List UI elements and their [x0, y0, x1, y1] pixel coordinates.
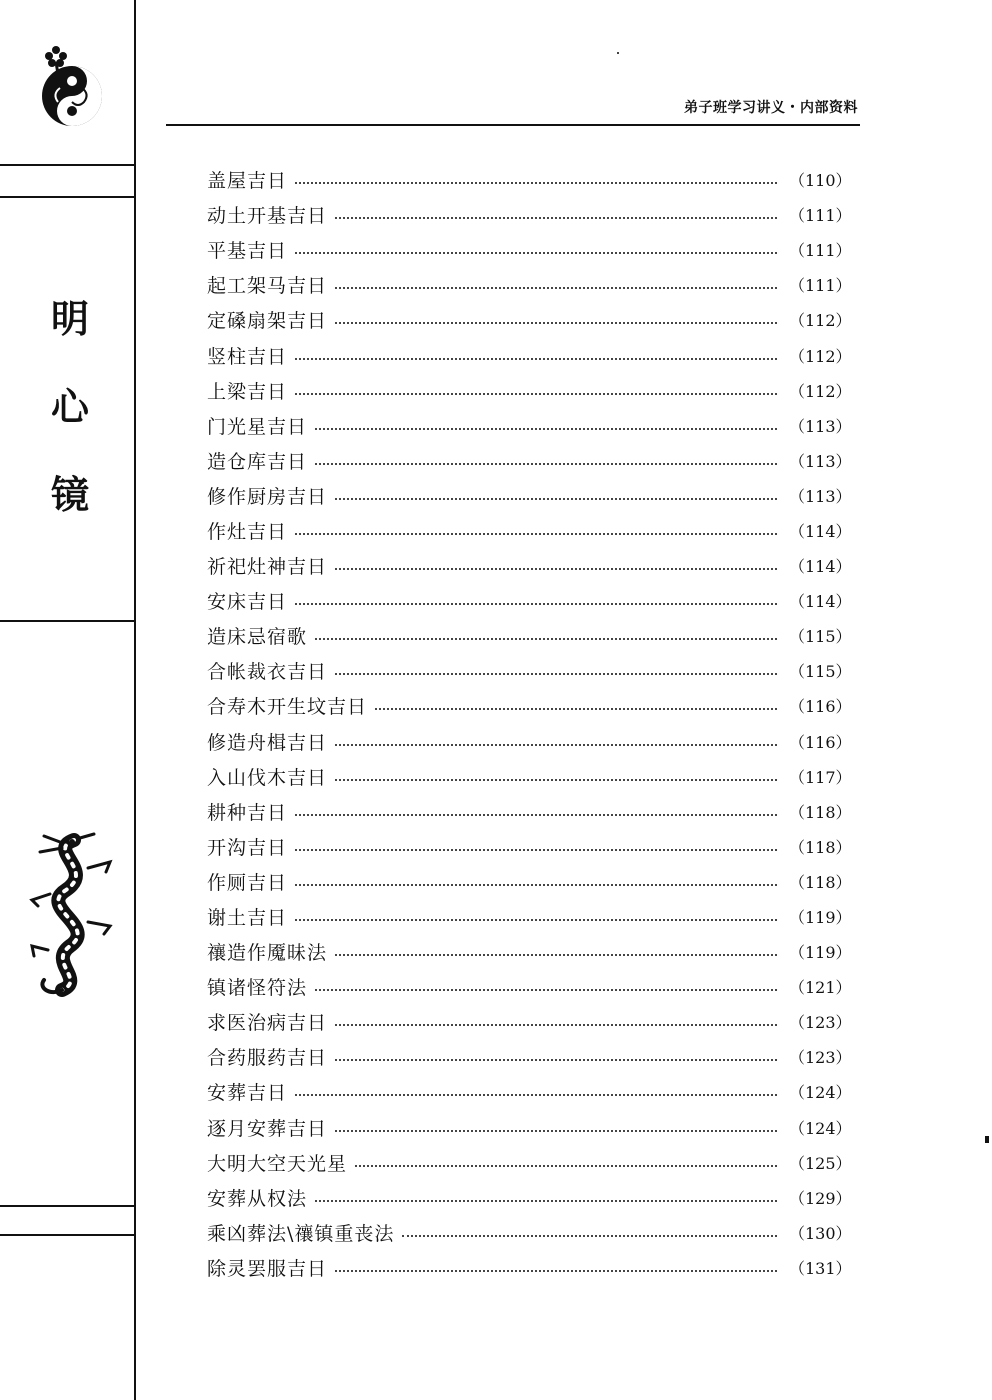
toc-entry	[207, 724, 852, 759]
toc-entry-title: 安葬从权法	[207, 1187, 308, 1210]
toc-entry	[207, 232, 852, 267]
toc-entry-page: （123）	[789, 1048, 852, 1068]
dot-leader	[315, 427, 777, 430]
toc-entry-page: （112）	[789, 311, 852, 331]
toc-entry-page: （114）	[789, 521, 852, 541]
running-header: 弟子班学习讲义・内部资料	[684, 100, 858, 116]
toc-entry-title: 安床吉日	[207, 591, 288, 614]
edge-mark	[985, 1136, 989, 1143]
toc-entry	[207, 934, 852, 969]
vertical-book-title	[40, 297, 100, 564]
toc-entry-page: （123）	[789, 1013, 852, 1033]
toc-entry	[207, 653, 852, 688]
toc-entry-title: 平基吉日	[207, 240, 288, 263]
table-of-contents	[207, 162, 852, 1285]
dot-leader	[335, 1269, 777, 1272]
toc-entry	[207, 548, 852, 583]
toc-entry-title: 作厕吉日	[207, 871, 288, 894]
toc-entry	[207, 1110, 852, 1145]
dragon-ornament-icon	[26, 830, 122, 998]
toc-entry-title: 谢土吉日	[207, 907, 288, 930]
toc-entry	[207, 1215, 852, 1250]
toc-entry-title: 求医治病吉日	[207, 1012, 328, 1035]
toc-entry-page: （115）	[789, 627, 852, 647]
toc-entry-title: 竖柱吉日	[207, 345, 288, 368]
toc-entry-title: 乘凶葬法\禳镇重丧法	[207, 1222, 395, 1245]
toc-entry-page: （115）	[789, 662, 852, 682]
toc-entry	[207, 759, 852, 794]
sidebar-rule	[0, 620, 134, 622]
toc-entry	[207, 513, 852, 548]
dot-leader	[335, 497, 777, 500]
title-char: 镜	[50, 473, 89, 517]
dot-leader	[315, 1199, 777, 1202]
toc-entry	[207, 899, 852, 934]
toc-entry-page: （116）	[789, 697, 852, 717]
toc-entry-page: （125）	[789, 1153, 852, 1173]
dot-leader	[295, 251, 777, 254]
dot-leader	[315, 462, 777, 465]
toc-entry	[207, 1145, 852, 1180]
dot-leader	[402, 1234, 777, 1237]
toc-entry-title: 逐月安葬吉日	[207, 1117, 328, 1140]
dot-leader	[335, 1129, 777, 1132]
toc-entry-page: （113）	[789, 486, 852, 506]
toc-entry	[207, 337, 852, 372]
toc-entry-page: （113）	[789, 416, 852, 436]
sidebar-rule	[0, 1205, 134, 1207]
toc-entry	[207, 373, 852, 408]
dot-leader	[335, 286, 777, 289]
toc-entry-page: （119）	[789, 943, 852, 963]
toc-entry	[207, 197, 852, 232]
toc-entry-page: （121）	[789, 978, 852, 998]
dot-leader	[335, 321, 777, 324]
toc-entry	[207, 583, 852, 618]
dot-leader	[295, 357, 777, 360]
toc-entry-title: 造床忌宿歌	[207, 626, 308, 649]
dot-leader	[295, 883, 777, 886]
dot-leader	[295, 181, 777, 184]
toc-entry	[207, 267, 852, 302]
toc-entry	[207, 618, 852, 653]
toc-entry	[207, 864, 852, 899]
dot-leader	[355, 1164, 777, 1167]
dot-leader	[315, 637, 777, 640]
toc-entry-page: （124）	[789, 1118, 852, 1138]
dot-leader	[335, 216, 777, 219]
dot-leader	[295, 532, 777, 535]
toc-entry-title: 修作厨房吉日	[207, 485, 328, 508]
toc-entry-title: 上梁吉日	[207, 380, 288, 403]
sidebar-rule	[0, 1234, 134, 1236]
toc-entry	[207, 162, 852, 197]
dot-leader	[335, 567, 777, 570]
toc-entry-title: 入山伐木吉日	[207, 766, 328, 789]
toc-entry-title: 祈祀灶神吉日	[207, 556, 328, 579]
toc-entry-page: （117）	[789, 767, 852, 787]
dot-leader	[295, 1093, 777, 1096]
sidebar	[0, 0, 136, 1400]
toc-entry-page: （113）	[789, 451, 852, 471]
toc-entry-title: 起工架马吉日	[207, 275, 328, 298]
toc-entry	[207, 443, 852, 478]
dot-leader	[335, 743, 777, 746]
toc-entry-title: 禳造作魇昧法	[207, 942, 328, 965]
toc-entry-page: （118）	[789, 837, 852, 857]
toc-entry-title: 定磉扇架吉日	[207, 310, 328, 333]
toc-entry-page: （114）	[789, 592, 852, 612]
toc-entry-title: 动土开基吉日	[207, 205, 328, 228]
dot-leader	[335, 1058, 777, 1061]
dot-leader	[295, 392, 777, 395]
toc-entry-page: （118）	[789, 872, 852, 892]
toc-entry-title: 安葬吉日	[207, 1082, 288, 1105]
toc-entry-page: （124）	[789, 1083, 852, 1103]
toc-entry-page: （112）	[789, 381, 852, 401]
dot-leader	[335, 672, 777, 675]
dot-leader	[295, 918, 777, 921]
toc-entry-page: （130）	[789, 1223, 852, 1243]
toc-entry-title: 造仓库吉日	[207, 450, 308, 473]
dot-leader	[295, 848, 777, 851]
yin-yang-logo-icon	[36, 40, 108, 130]
toc-entry-title: 合寿木开生坟吉日	[207, 696, 368, 719]
header-rule	[166, 124, 860, 126]
toc-entry	[207, 829, 852, 864]
toc-entry-title: 合帐裁衣吉日	[207, 661, 328, 684]
speck-mark	[617, 52, 619, 54]
toc-entry	[207, 1004, 852, 1039]
dot-leader	[295, 813, 777, 816]
toc-entry-page: （112）	[789, 346, 852, 366]
toc-entry-page: （114）	[789, 557, 852, 577]
toc-entry-page: （111）	[789, 206, 852, 226]
toc-entry-page: （111）	[789, 276, 852, 296]
dot-leader	[335, 778, 777, 781]
toc-entry-page: （119）	[789, 908, 852, 928]
toc-entry-title: 耕种吉日	[207, 801, 288, 824]
toc-entry	[207, 794, 852, 829]
toc-entry-title: 开沟吉日	[207, 836, 288, 859]
toc-entry-title: 合药服药吉日	[207, 1047, 328, 1070]
dot-leader	[375, 707, 777, 710]
dot-leader	[335, 1023, 777, 1026]
title-char: 明	[50, 297, 89, 341]
sidebar-rule	[0, 164, 134, 166]
toc-entry	[207, 969, 852, 1004]
toc-entry	[207, 1180, 852, 1215]
toc-entry-title: 除灵罢服吉日	[207, 1257, 328, 1280]
toc-entry	[207, 478, 852, 513]
dot-leader	[315, 988, 777, 991]
sidebar-rule	[0, 196, 134, 198]
toc-entry	[207, 1074, 852, 1109]
toc-entry-page: （118）	[789, 802, 852, 822]
toc-entry-title: 修造舟楫吉日	[207, 731, 328, 754]
dot-leader	[335, 953, 777, 956]
toc-entry	[207, 408, 852, 443]
toc-entry-page: （131）	[789, 1258, 852, 1278]
toc-entry-page: （111）	[789, 241, 852, 261]
toc-entry	[207, 1250, 852, 1285]
toc-entry-title: 大明大空天光星	[207, 1152, 348, 1175]
toc-entry-title: 镇诸怪符法	[207, 977, 308, 1000]
toc-entry-page: （110）	[789, 171, 852, 191]
dot-leader	[295, 602, 777, 605]
toc-entry-title: 作灶吉日	[207, 520, 288, 543]
title-char: 心	[50, 385, 89, 429]
toc-entry-page: （129）	[789, 1188, 852, 1208]
toc-entry-title: 门光星吉日	[207, 415, 308, 438]
toc-entry	[207, 302, 852, 337]
toc-entry-title: 盖屋吉日	[207, 170, 288, 193]
toc-entry	[207, 1039, 852, 1074]
toc-entry-page: （116）	[789, 732, 852, 752]
toc-entry	[207, 688, 852, 723]
